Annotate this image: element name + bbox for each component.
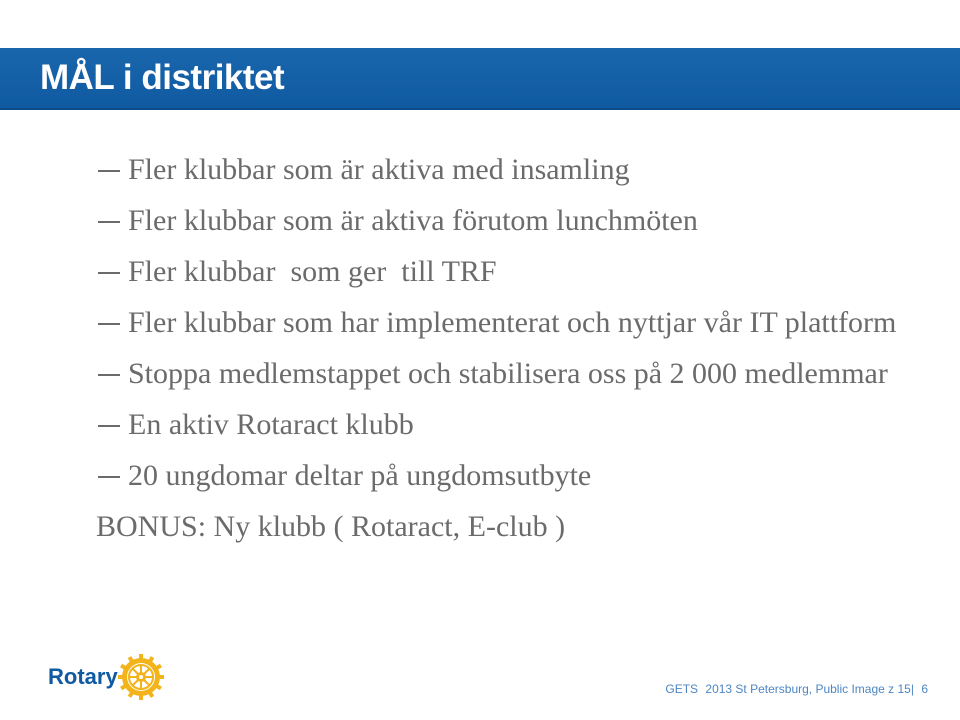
dash-bullet-icon [98,476,120,478]
top-strip [0,0,960,48]
bullet-list [96,150,936,547]
dash-bullet-icon [98,221,120,223]
footer-org: GETS [665,682,699,696]
bonus-text: BONUS: Ny klubb ( Rotaract, E-club ) [96,510,566,543]
bullet-text: Stoppa medlemstappet och stabilisera oss på 2 000 medlemmar [128,357,888,390]
bullet-item [96,303,936,343]
bullet-item [96,405,936,445]
slide-title: MÅL i distriktet [40,58,285,97]
rotary-wordmark: Rotary [48,664,118,689]
bullet-item [96,201,936,241]
title-bar [0,48,960,110]
bullet-text: Fler klubbar som är aktiva förutom lunchmöten [128,204,698,237]
rotary-wheel-icon [118,654,164,700]
bullet-text: 20 ungdomar deltar på ungdomsutbyte [128,459,592,492]
bullet-item [96,150,936,190]
bullet-text: Fler klubbar som är aktiva med insamling [128,153,630,186]
footer-event: 2013 St Petersburg, Public Image z 15| [705,682,914,696]
dash-bullet-icon [98,425,120,427]
bullet-item [96,354,936,394]
bullet-item [96,252,936,292]
bullet-text: Fler klubbar som ger till TRF [128,255,497,288]
page-number: 6 [921,682,928,696]
dash-bullet-icon [98,170,120,172]
footer [665,682,932,696]
bullet-text: En aktiv Rotaract klubb [128,408,414,441]
bullet-text: Fler klubbar som har implementerat och nyttjar vår IT plattform [128,306,897,339]
dash-bullet-icon [98,323,120,325]
dash-bullet-icon [98,374,120,376]
bullet-item [96,456,936,496]
dash-bullet-icon [98,272,120,274]
